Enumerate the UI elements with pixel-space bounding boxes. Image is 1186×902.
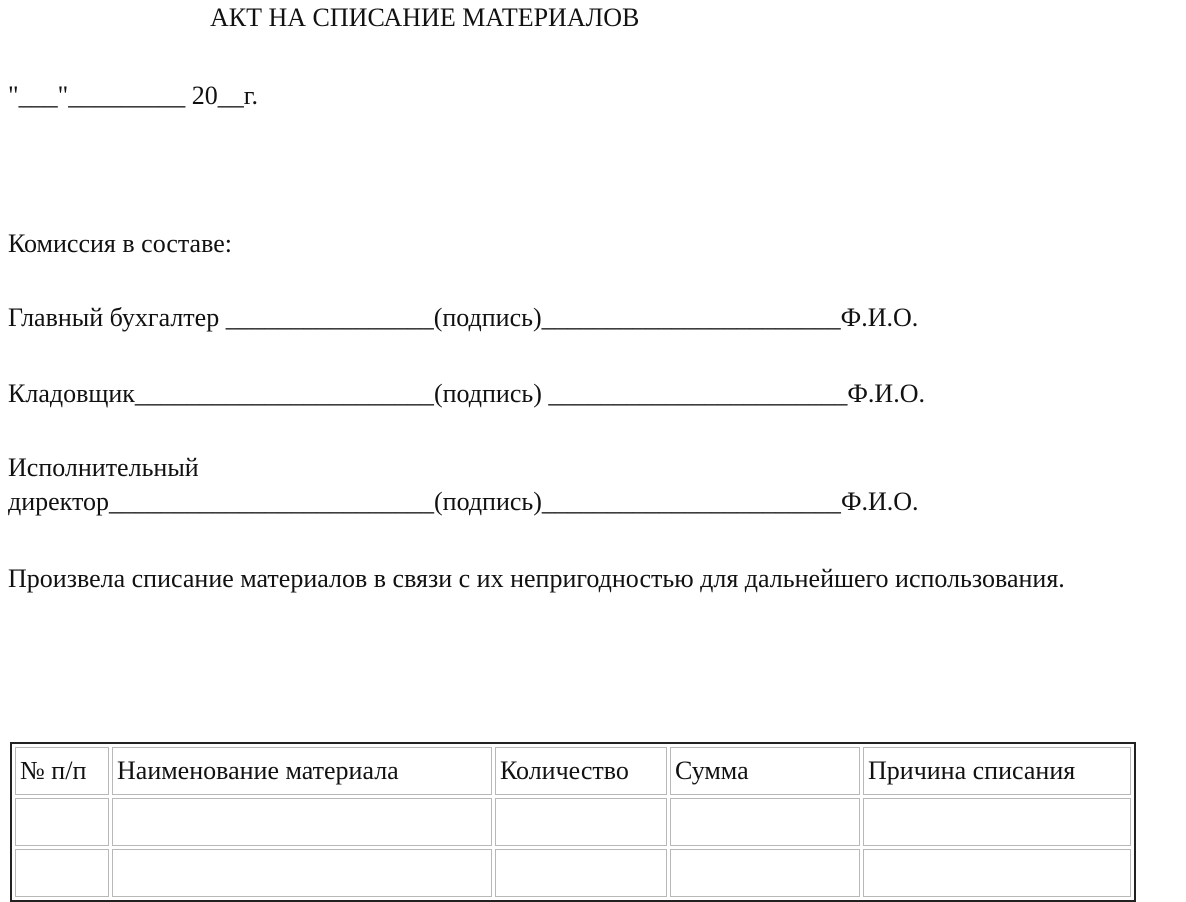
table-cell[interactable]	[112, 849, 492, 897]
signer-row-chief-accountant	[8, 302, 918, 333]
document-title: АКТ НА СПИСАНИЕ МАТЕРИАЛОВ	[210, 3, 640, 32]
header-cell-reason: Причина списания	[863, 747, 1131, 795]
table-cell[interactable]	[863, 849, 1131, 897]
table-cell[interactable]	[495, 798, 667, 846]
header-cell-amount: Сумма	[670, 747, 860, 795]
table-row	[15, 798, 1131, 846]
signer-row-executive-director	[8, 486, 919, 517]
fio-label: Ф.И.О.	[840, 487, 919, 516]
fio-label: Ф.И.О.	[847, 379, 925, 408]
fio-label: Ф.И.О.	[840, 303, 919, 332]
table-cell[interactable]	[670, 798, 860, 846]
table-cell[interactable]	[15, 798, 109, 846]
write-off-statement: Произвела списание материалов в связи с их непригодностью для дальнейшего использования.	[8, 564, 1065, 593]
table-cell[interactable]	[112, 798, 492, 846]
signature-field: (подпись)_______________________	[433, 303, 841, 332]
signature-field: (подпись) _______________________	[433, 379, 848, 408]
header-cell-material-name: Наименование материала	[112, 747, 492, 795]
commission-intro: Комиссия в составе:	[8, 229, 232, 258]
signer-role: директор_________________________	[8, 487, 434, 516]
table-cell[interactable]	[495, 849, 667, 897]
table-cell[interactable]	[15, 849, 109, 897]
signer-role: Главный бухгалтер ________________	[8, 303, 434, 332]
materials-table	[10, 742, 1136, 902]
header-cell-quantity: Количество	[495, 747, 667, 795]
date-line: "___"_________ 20__г.	[8, 81, 258, 110]
header-cell-number: № п/п	[15, 747, 109, 795]
signer-role: Кладовщик_______________________	[8, 379, 434, 408]
table-cell[interactable]	[863, 798, 1131, 846]
signer-role-line1: Исполнительный	[8, 453, 199, 482]
table-header-row	[15, 747, 1131, 795]
table-row	[15, 849, 1131, 897]
table-cell[interactable]	[670, 849, 860, 897]
signature-field: (подпись)_______________________	[434, 487, 841, 516]
signer-row-storekeeper	[8, 378, 925, 409]
